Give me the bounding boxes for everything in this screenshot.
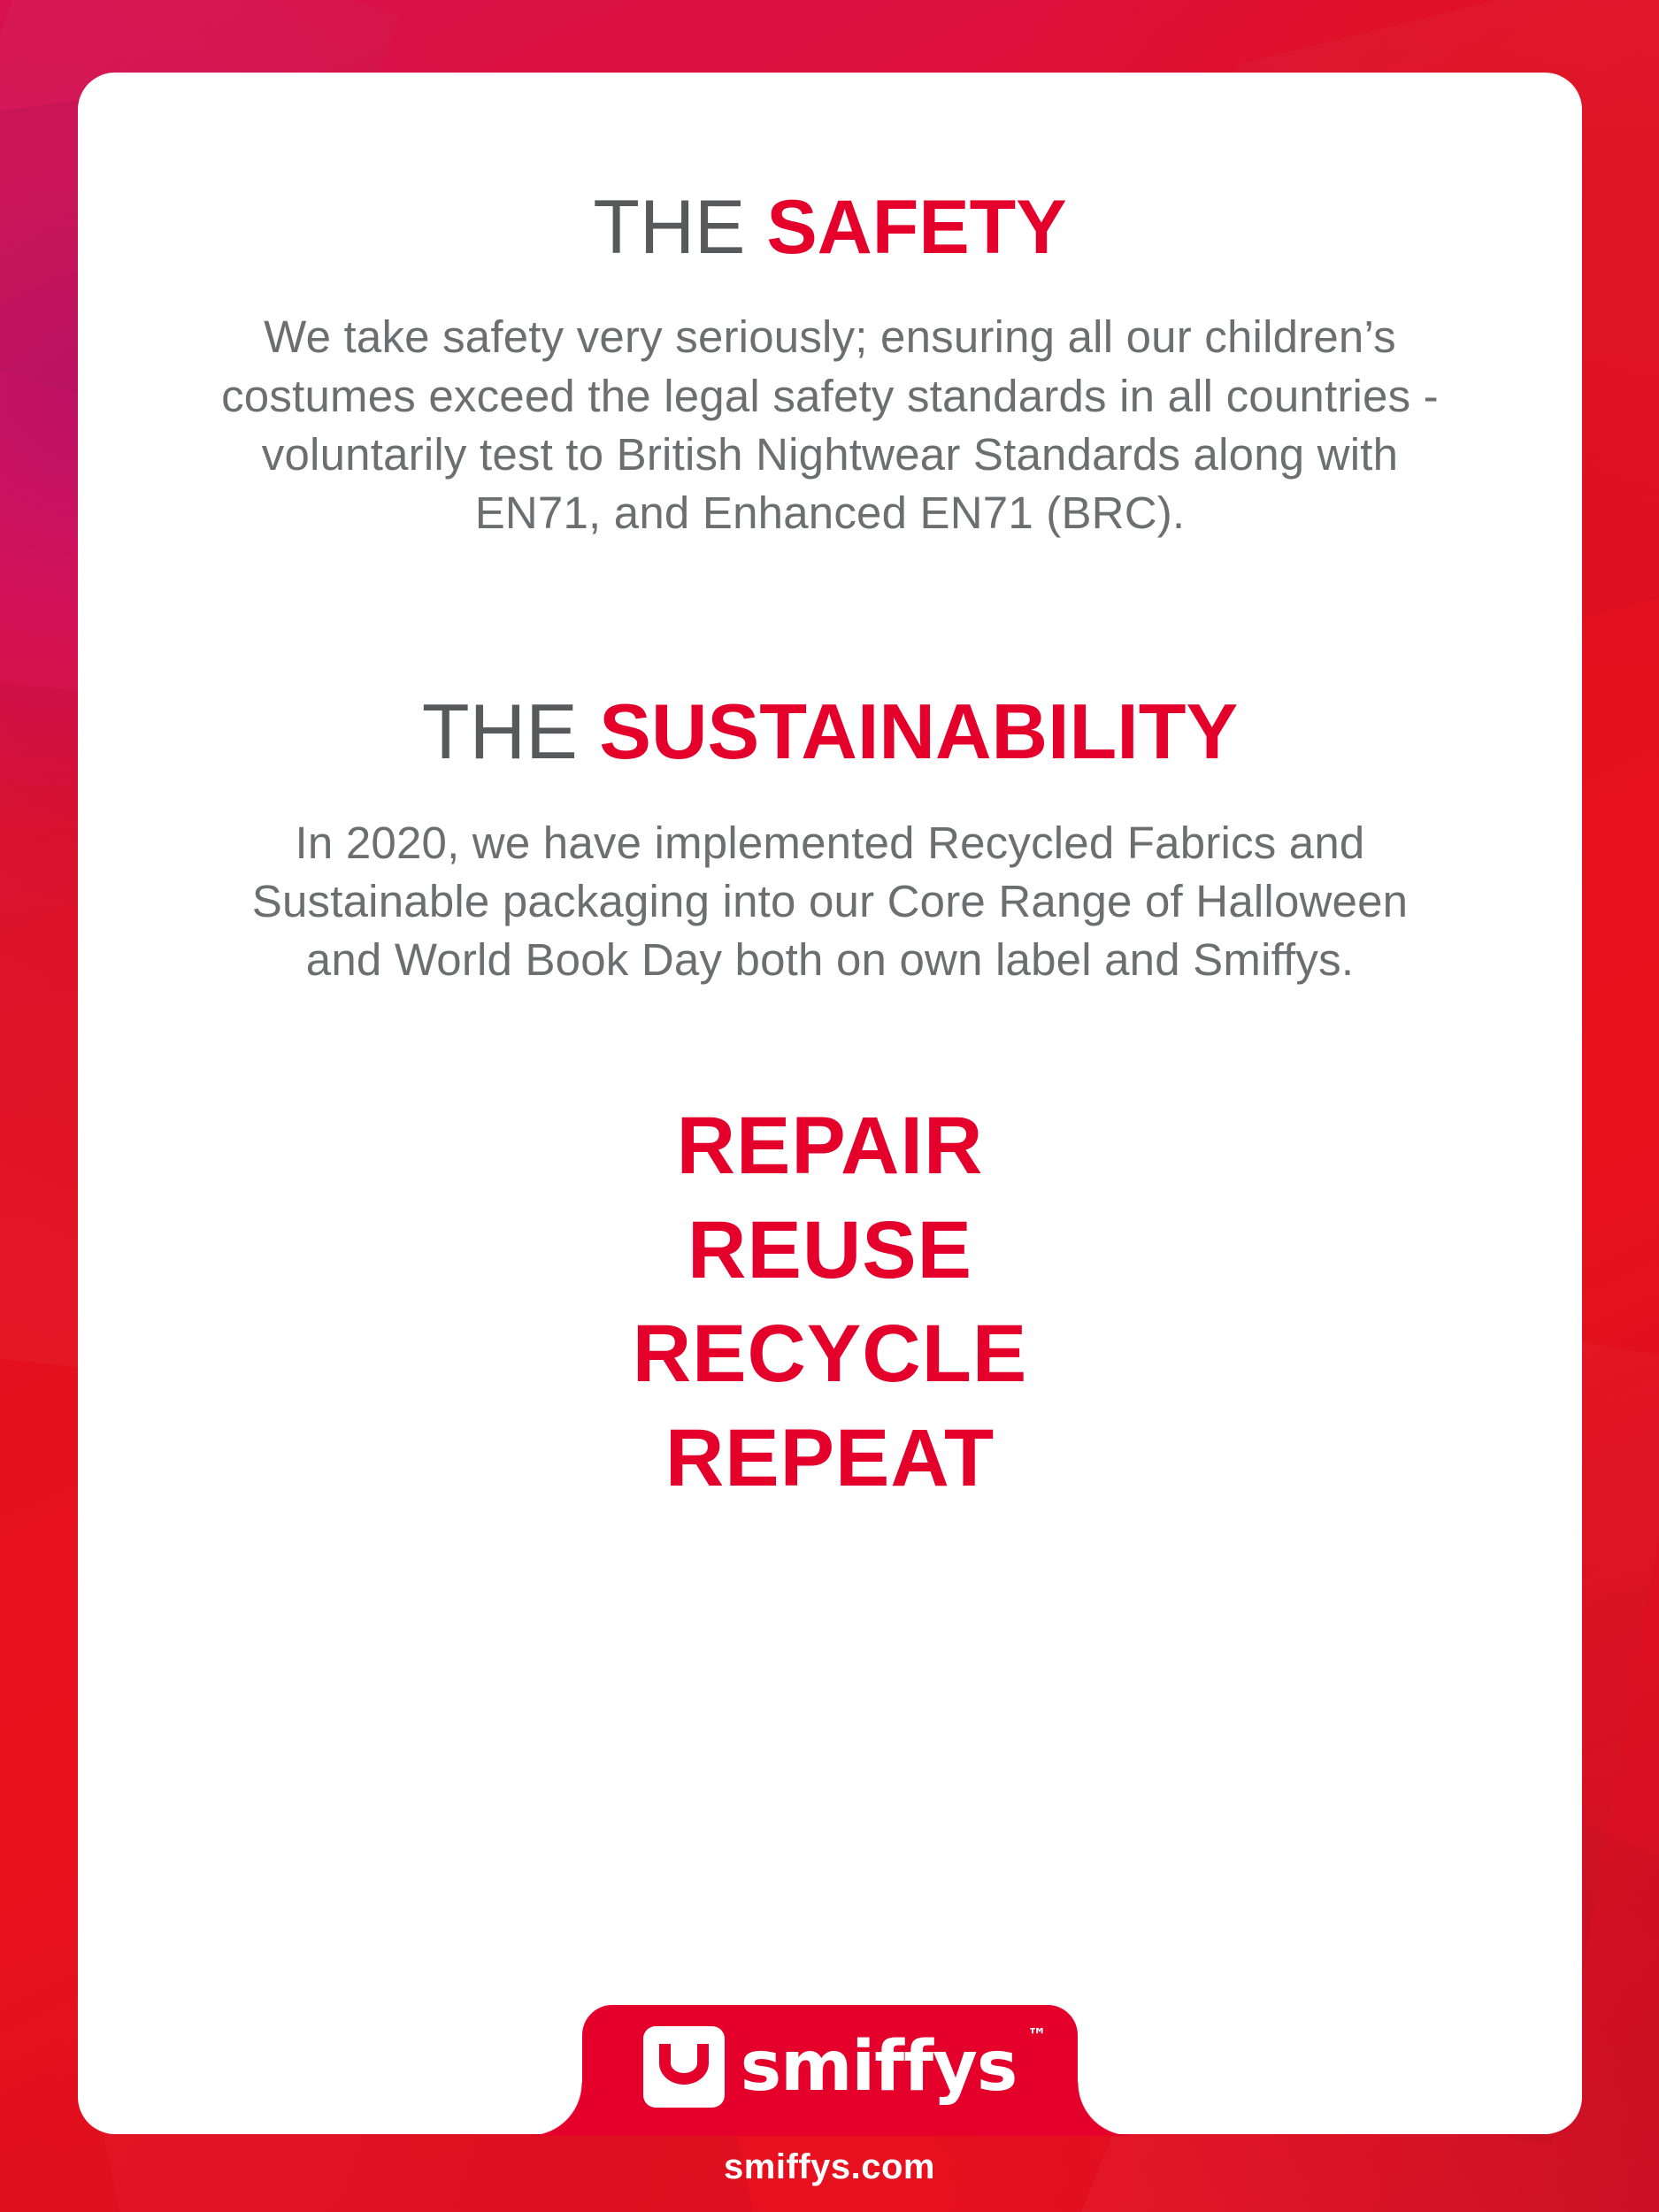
safety-heading-prefix: THE xyxy=(593,185,767,270)
safety-heading xyxy=(157,185,1502,270)
section-spacer xyxy=(157,542,1502,691)
smiffys-wordmark xyxy=(740,2025,1048,2107)
slogan-line-repeat: REPEAT xyxy=(664,1413,995,1504)
sustainability-body-text: In 2020, we have implemented Recycled Fabrics and Sustainable packaging into our Core Range of Halloween and World Book Day both on own label and Smiffys. xyxy=(251,817,1409,986)
slogan-block xyxy=(157,1094,1502,1511)
sustainability-heading-accent: SUSTAINABILITY xyxy=(599,687,1239,776)
safety-heading-accent: SAFETY xyxy=(766,185,1067,270)
smile-icon xyxy=(643,2026,725,2108)
slogan-line-reuse: REUSE xyxy=(687,1204,972,1295)
sustainability-heading xyxy=(157,687,1502,776)
slogan-line-repair: REPAIR xyxy=(676,1100,984,1191)
content-card xyxy=(78,73,1582,2134)
trademark-symbol: ™ xyxy=(1027,2025,1048,2047)
smiffys-wordmark-text: smiffys xyxy=(740,2027,1018,2107)
sustainability-heading-prefix: THE xyxy=(421,687,600,776)
safety-body-text: We take safety very seriously; ensuring all our children’s costumes exceed the legal safety standards in all countries - voluntarily test to British Nightwear Standards along with EN71, and Enhanced EN71 (BRC). xyxy=(221,311,1439,539)
website-url[interactable]: smiffys.com xyxy=(724,2147,935,2186)
brand-footer-tab xyxy=(582,2005,1078,2136)
smiffys-logo xyxy=(643,2025,1048,2108)
slogan-line-recycle: RECYCLE xyxy=(632,1309,1028,1400)
smile-icon-curve xyxy=(659,2044,709,2085)
